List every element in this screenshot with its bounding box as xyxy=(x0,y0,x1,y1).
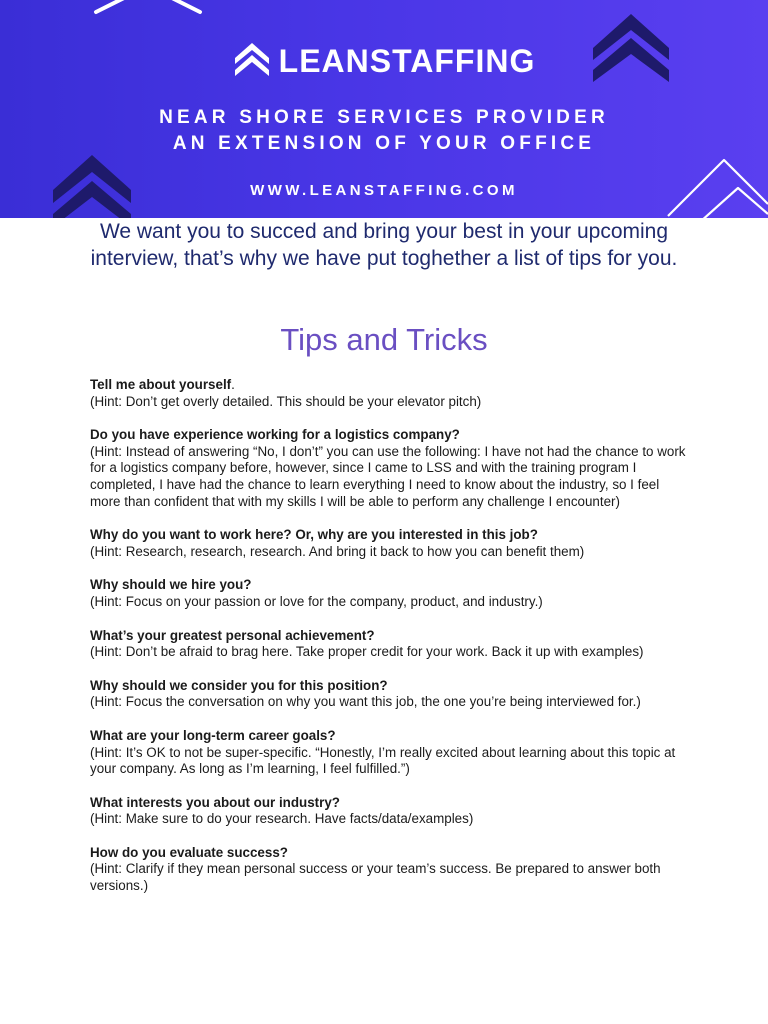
tip-item xyxy=(90,728,690,778)
tip-item xyxy=(90,628,690,661)
tip-question: What’s your greatest personal achievement? xyxy=(90,627,375,643)
tip-item xyxy=(90,577,690,610)
logo-text: LEANSTAFFING xyxy=(278,42,536,79)
tip-hint: (Hint: Don’t get overly detailed. This should be your elevator pitch) xyxy=(90,393,482,409)
tip-question: What are your long-term career goals? xyxy=(90,727,336,743)
tagline-line-1: NEAR SHORE SERVICES PROVIDER xyxy=(159,107,609,128)
tip-item xyxy=(90,795,690,828)
tagline-line-2: AN EXTENSION OF YOUR OFFICE xyxy=(172,133,596,154)
website-url: WWW.LEANSTAFFING.COM xyxy=(250,182,518,199)
tips-list xyxy=(90,377,690,912)
tip-question: Do you have experience working for a logistics company? xyxy=(90,427,460,443)
page-title: Tips and Tricks xyxy=(280,322,488,357)
tip-item xyxy=(90,377,690,410)
tip-item xyxy=(90,845,690,895)
tip-question-suffix: . xyxy=(231,377,235,392)
tip-hint: (Hint: Research, research, research. And bring it back to how you can benefit them) xyxy=(90,543,585,559)
tip-question: What interests you about our industry? xyxy=(90,794,340,810)
tip-question: Why do you want to work here? Or, why are you interested in this job? xyxy=(90,527,538,543)
tip-item xyxy=(90,427,690,510)
logo xyxy=(0,36,768,86)
tip-question: Tell me about yourself xyxy=(90,377,232,392)
tip-question: Why should we hire you? xyxy=(90,577,252,593)
leanstaffing-logo-icon xyxy=(233,42,271,80)
tip-item xyxy=(90,527,690,560)
intro-paragraph: We want you to succed and bring your best in your upcoming interview, that’s why we have put toghether a list of tips for you. xyxy=(90,220,678,270)
tip-hint: (Hint: Instead of answering “No, I don’t” you can use the following: I have not had the chance to work for a logistics company before, however, since I came to LSS and with the training program I completed, I have had the chance to learn everything I need to know about the industry, so I feel more than confident that with my skills I will be able to perform any challenge I encounter) xyxy=(90,443,686,509)
tip-hint: (Hint: Don’t be afraid to brag here. Take proper credit for your work. Back it up with examples) xyxy=(90,644,644,660)
tip-hint: (Hint: It’s OK to not be super-specific. “Honestly, I’m really excited about learning about this topic at your company. As long as I’m learning, I feel fulfilled.”) xyxy=(90,744,676,777)
tip-hint: (Hint: Focus on your passion or love for the company, product, and industry.) xyxy=(90,593,543,609)
header-banner xyxy=(0,0,768,218)
tip-hint: (Hint: Clarify if they mean personal success or your team’s success. Be prepared to answer both versions.) xyxy=(90,861,661,894)
outline-chevron-icon xyxy=(96,0,200,12)
tip-question: How do you evaluate success? xyxy=(90,844,288,860)
tip-hint: (Hint: Focus the conversation on why you want this job, the one you’re being interviewed for.) xyxy=(90,694,641,710)
tip-item xyxy=(90,678,690,711)
tip-question: Why should we consider you for this position? xyxy=(90,677,388,693)
tip-hint: (Hint: Make sure to do your research. Have facts/data/examples) xyxy=(90,811,474,827)
